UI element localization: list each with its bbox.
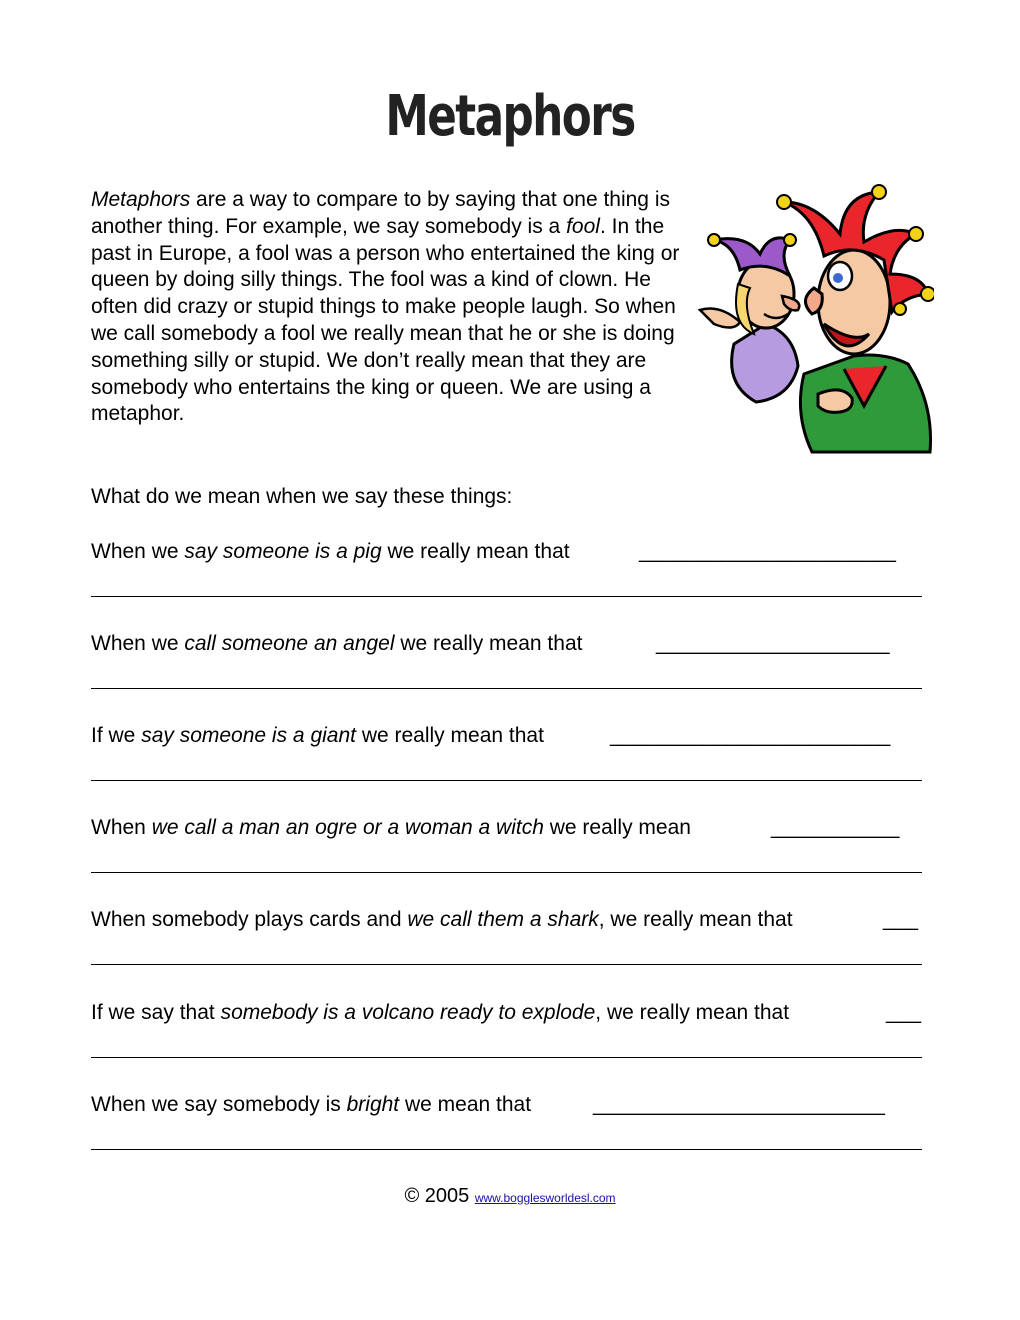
answer-line-7[interactable] xyxy=(91,1149,922,1150)
question-6-blank[interactable]: ___ xyxy=(886,1001,922,1024)
intro-paragraph xyxy=(91,187,691,428)
question-3 xyxy=(91,724,931,748)
question-2-post: we really mean that xyxy=(394,632,583,655)
question-2-italic: call someone an angel xyxy=(184,632,395,655)
answer-line-2[interactable] xyxy=(91,688,922,689)
question-5-pre: When somebody plays cards and xyxy=(91,908,408,931)
instructions: What do we mean when we say these things: xyxy=(91,485,513,508)
question-2-blank[interactable]: ____________________ xyxy=(656,632,890,655)
question-3-blank[interactable]: ________________________ xyxy=(610,724,891,747)
question-4-post: we really mean xyxy=(543,816,691,839)
question-3-post: we really mean that xyxy=(355,724,544,747)
question-4-italic: we call a man an ogre or a woman a witch xyxy=(151,816,544,839)
intro-text-1: are a way to compare to by saying that one thing is another thing. For example, we say somebody is a xyxy=(91,188,670,238)
jester-icon xyxy=(694,184,934,456)
question-1 xyxy=(91,540,931,564)
question-5-italic: we call them a shark xyxy=(407,908,599,931)
question-7-pre: When we say somebody is xyxy=(91,1093,347,1116)
answer-line-3[interactable] xyxy=(91,780,922,781)
question-4-blank[interactable]: ___________ xyxy=(771,816,900,839)
website-link[interactable]: www.bogglesworldesl.com xyxy=(474,1191,616,1205)
question-5 xyxy=(91,908,931,932)
question-7-blank[interactable]: _________________________ xyxy=(593,1093,885,1116)
copyright: © 2005 xyxy=(404,1185,470,1207)
answer-line-5[interactable] xyxy=(91,964,922,965)
footer xyxy=(0,1185,1020,1208)
answer-line-1[interactable] xyxy=(91,596,922,597)
intro-fool: fool xyxy=(566,214,600,238)
question-1-italic: say someone is a pig xyxy=(184,540,382,563)
question-4 xyxy=(91,816,931,840)
question-4-pre: When xyxy=(91,816,152,839)
question-7-post: we mean that xyxy=(399,1093,532,1116)
question-7-italic: bright xyxy=(346,1093,400,1116)
question-6-italic: somebody is a volcano ready to explode xyxy=(220,1001,596,1024)
question-6-post: , we really mean that xyxy=(595,1001,790,1024)
page-title: Metaphors xyxy=(385,84,635,149)
answer-line-4[interactable] xyxy=(91,872,922,873)
intro-text-2: . In the past in Europe, a fool was a person who entertained the king or queen by doing silly things. The fool was a kind of clown. He often did crazy or stupid things to make people laugh. So when we call somebody a fool we really mean that he or she is doing something silly or stupid. We don’t really mean that they are somebody who entertains the king or queen. We are using a metaphor. xyxy=(91,214,680,426)
question-6-pre: If we say that xyxy=(91,1001,221,1024)
question-5-blank[interactable]: ___ xyxy=(883,908,919,931)
question-7 xyxy=(91,1093,931,1117)
question-2 xyxy=(91,632,931,656)
question-3-italic: say someone is a giant xyxy=(141,724,356,747)
question-1-blank[interactable]: ______________________ xyxy=(639,540,896,563)
question-2-pre: When we xyxy=(91,632,185,655)
intro-term: Metaphors xyxy=(91,188,191,211)
question-1-post: we really mean that xyxy=(381,540,570,563)
question-1-pre: When we xyxy=(91,540,185,563)
question-3-pre: If we xyxy=(91,724,142,747)
question-5-post: , we really mean that xyxy=(598,908,793,931)
answer-line-6[interactable] xyxy=(91,1057,922,1058)
question-6 xyxy=(91,1001,931,1025)
